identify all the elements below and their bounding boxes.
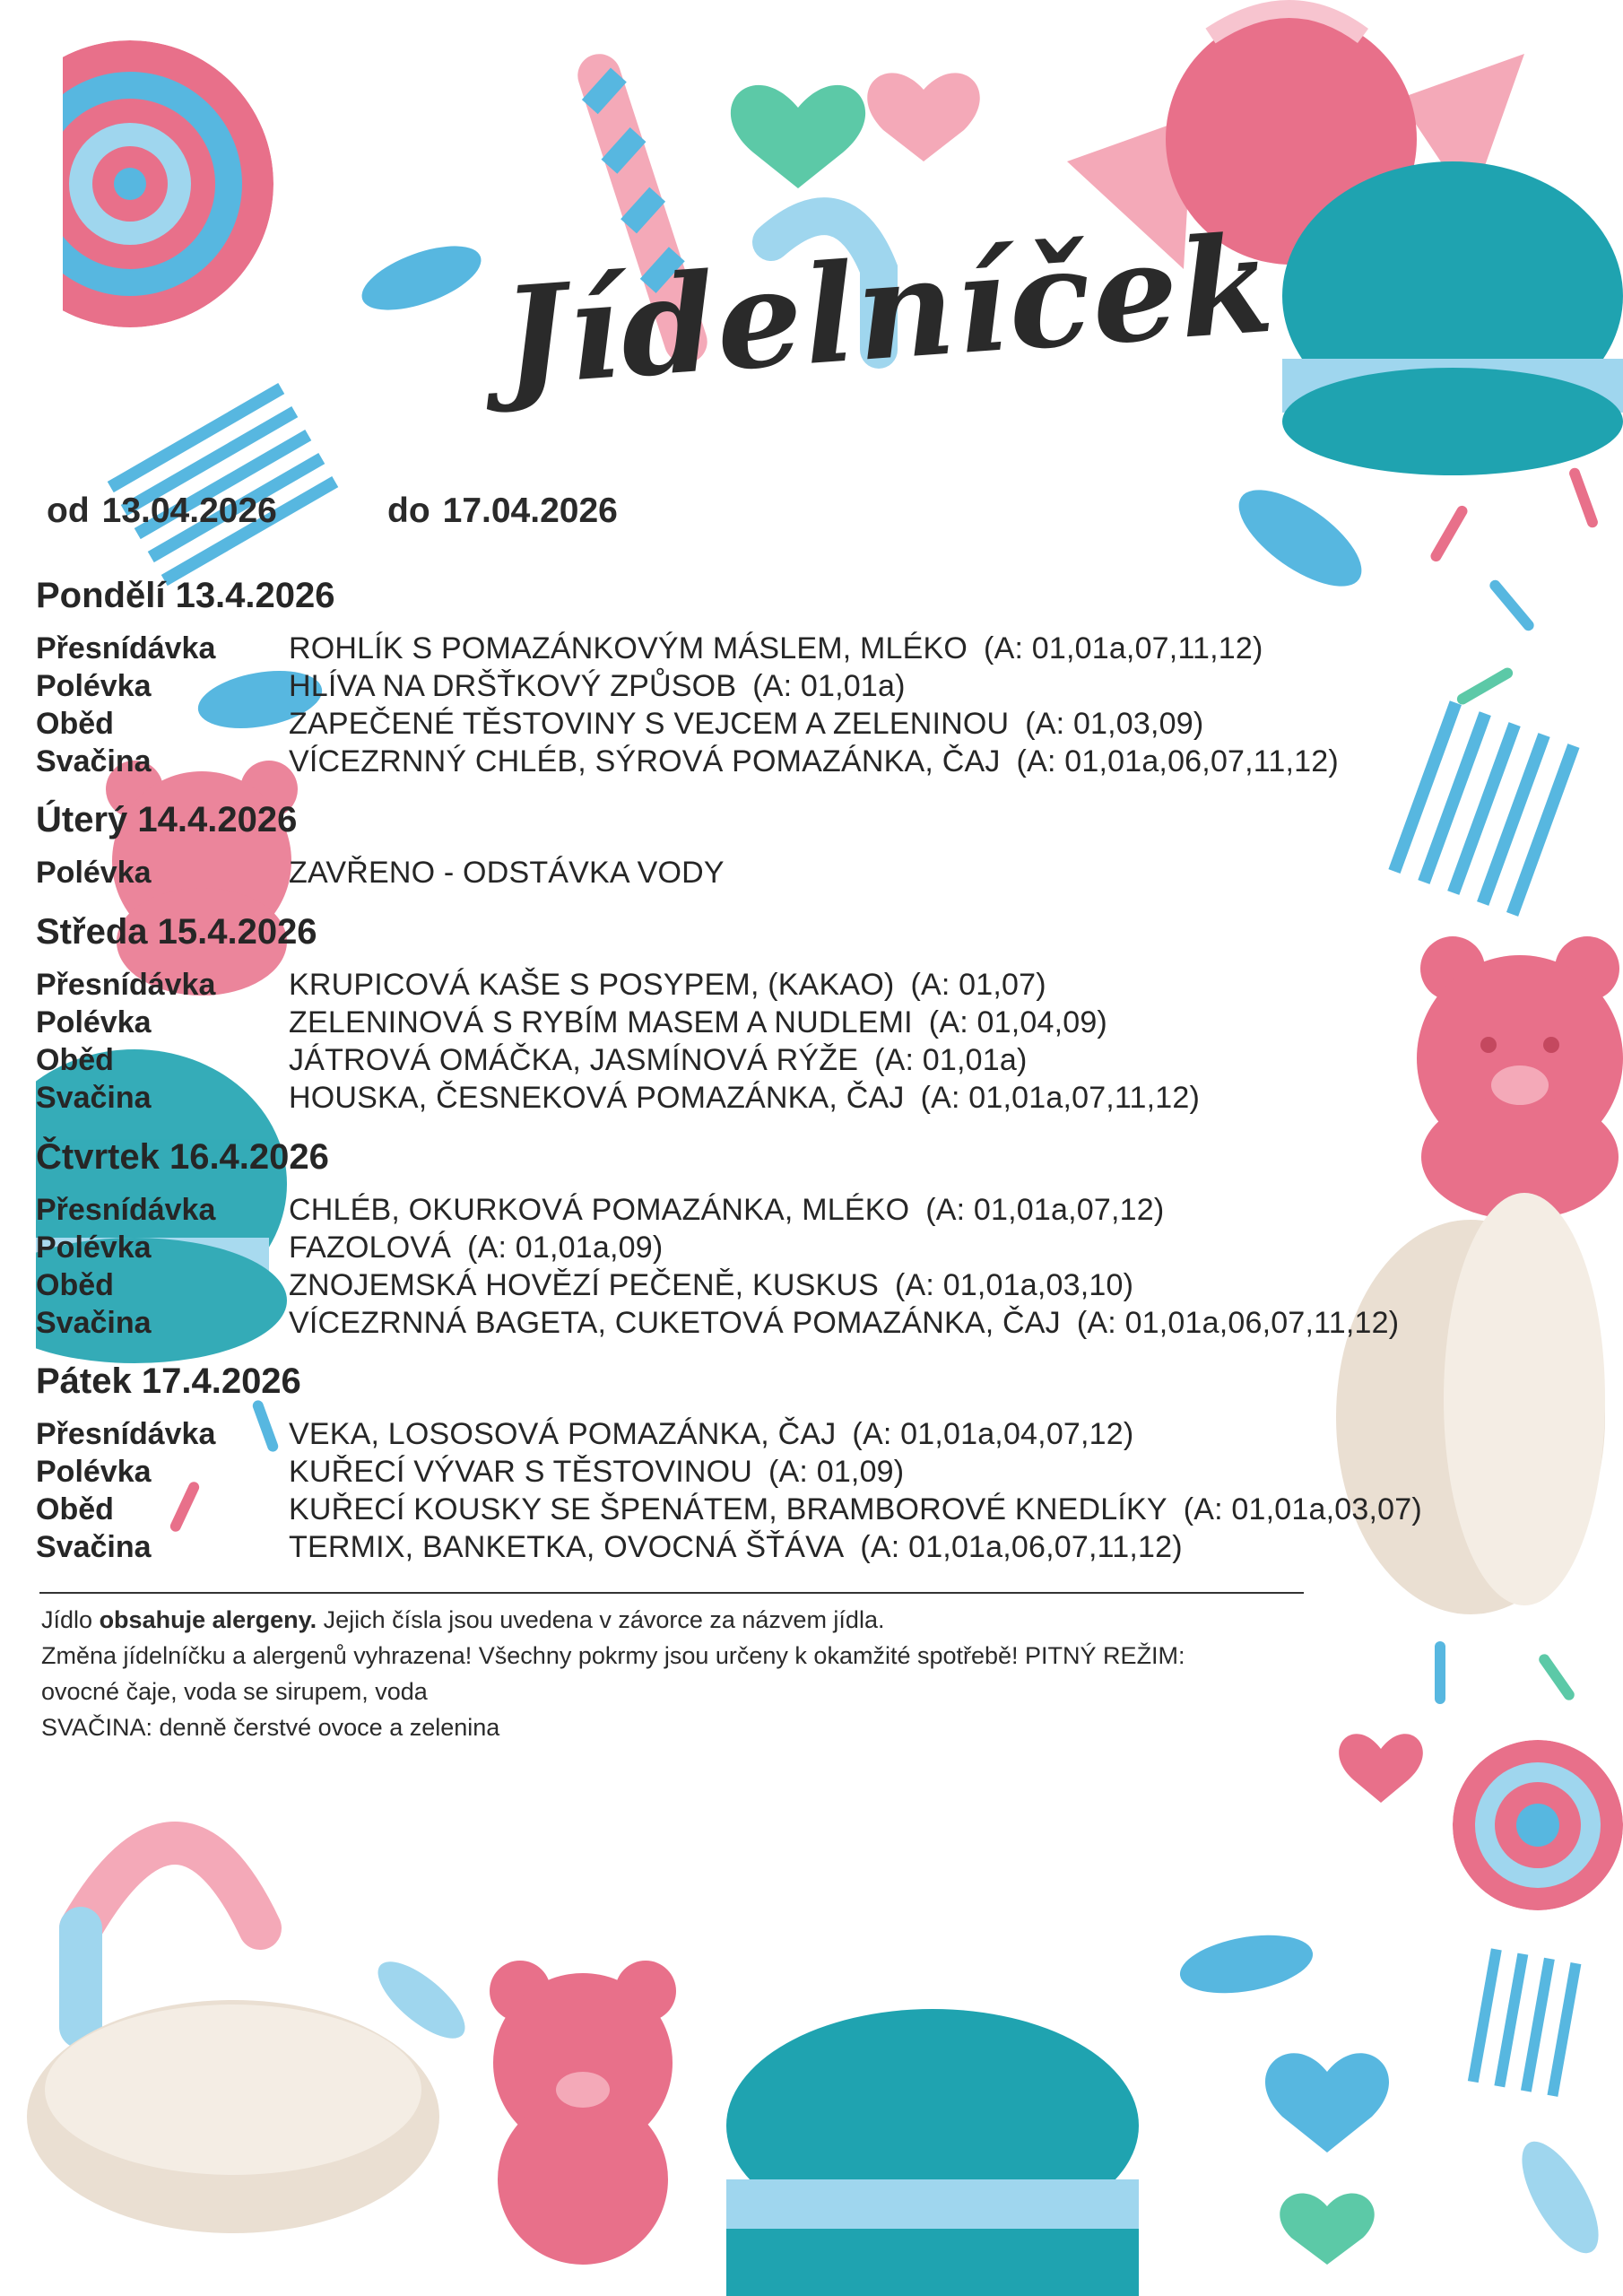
dish [289, 1079, 1200, 1117]
dish [289, 1004, 1107, 1041]
dish-name: VEKA, LOSOSOVÁ POMAZÁNKA, ČAJ [289, 1417, 837, 1451]
allergens: (A: 01,01a) [874, 1043, 1028, 1077]
dish [289, 1266, 1133, 1304]
note-line [41, 1602, 1350, 1638]
dish-name: TERMIX, BANKETKA, OVOCNÁ ŠŤÁVA [289, 1530, 845, 1564]
note-line: SVAČINA: denně čerstvé ovoce a zelenina [41, 1714, 500, 1741]
menu-row [36, 966, 1542, 1004]
dish [289, 1304, 1399, 1342]
dish-name: KUŘECÍ VÝVAR S TĚSTOVINOU [289, 1455, 753, 1489]
dish-name: ZNOJEMSKÁ HOVĚZÍ PEČENĚ, KUSKUS [289, 1268, 879, 1302]
menu-row [36, 1191, 1542, 1229]
dish-name: VÍCEZRNNÝ CHLÉB, SÝROVÁ POMAZÁNKA, ČAJ [289, 744, 1001, 778]
dish-name: ZELENINOVÁ S RYBÍM MASEM A NUDLEMI [289, 1005, 913, 1039]
allergens: (A: 01,04,09) [928, 1005, 1107, 1039]
allergens: (A: 01,01a,06,07,11,12) [1076, 1306, 1400, 1340]
menu-row [36, 1266, 1542, 1304]
allergens: (A: 01,01a,06,07,11,12) [1016, 744, 1339, 778]
menu-row [36, 743, 1542, 780]
meal-type: Svačina [36, 1081, 152, 1115]
menu-row [36, 1004, 1542, 1041]
allergens: (A: 01,01a,04,07,12) [852, 1417, 1134, 1451]
allergens: (A: 01,09) [768, 1455, 905, 1489]
meal-type: Oběd [36, 1268, 114, 1302]
meal-type: Oběd [36, 1043, 114, 1077]
allergens: (A: 01,01a,07,11,12) [984, 631, 1263, 665]
date-from-label: od [47, 491, 90, 530]
dish [289, 1528, 1183, 1566]
note-prefix: Jídlo [41, 1606, 93, 1633]
meal-type: Polévka [36, 1231, 152, 1265]
menu-row [36, 1041, 1542, 1079]
dish-name: ZAPEČENÉ TĚSTOVINY S VEJCEM A ZELENINOU [289, 707, 1010, 741]
dish-name: VÍCEZRNNÁ BAGETA, CUKETOVÁ POMAZÁNKA, ČAJ [289, 1306, 1061, 1340]
allergens: (A: 01,03,09) [1025, 707, 1204, 741]
day-title: Pátek 17.4.2026 [36, 1361, 301, 1401]
allergens: (A: 01,07) [910, 968, 1046, 1002]
dish [289, 1491, 1422, 1528]
menu-row [36, 1304, 1542, 1342]
note-bold: obsahuje alergeny. [99, 1606, 317, 1633]
dish [289, 1191, 1164, 1229]
menu-row [36, 667, 1542, 705]
date-to [387, 491, 618, 531]
day-section-tuesday [36, 798, 1542, 891]
date-to-label: do [387, 491, 430, 530]
dish-name: ZAVŘENO - ODSTÁVKA VODY [289, 856, 725, 890]
menu-row [36, 1491, 1542, 1528]
dish-name: HLÍVA NA DRŠŤKOVÝ ZPŮSOB [289, 669, 737, 703]
page-title: Jídelníček [497, 204, 1280, 417]
menu-row [36, 1528, 1542, 1566]
menu-row [36, 1229, 1542, 1266]
day-section-thursday [36, 1135, 1542, 1342]
note-line: ovocné čaje, voda se sirupem, voda [41, 1678, 428, 1705]
meal-type: Přesnídávka [36, 1417, 216, 1451]
meal-type: Přesnídávka [36, 1193, 216, 1227]
day-title: Pondělí 13.4.2026 [36, 576, 335, 615]
dish-name: FAZOLOVÁ [289, 1231, 452, 1265]
meal-type: Polévka [36, 669, 152, 703]
dish-name: CHLÉB, OKURKOVÁ POMAZÁNKA, MLÉKO [289, 1193, 910, 1227]
menu-row [36, 1079, 1542, 1117]
dish [289, 667, 906, 705]
dish [289, 966, 1046, 1004]
meal-type: Polévka [36, 856, 152, 890]
dish [289, 854, 741, 891]
day-title: Středa 15.4.2026 [36, 912, 317, 952]
dish [289, 743, 1339, 780]
dish-name: KUŘECÍ KOUSKY SE ŠPENÁTEM, BRAMBOROVÉ KNEDLÍKY [289, 1492, 1167, 1526]
note-rest: Jejich čísla jsou uvedena v závorce za názvem jídla. [323, 1606, 885, 1633]
dish [289, 1453, 904, 1491]
allergens: (A: 01,01a) [752, 669, 906, 703]
meal-type: Přesnídávka [36, 968, 216, 1002]
footer-notes [41, 1602, 1350, 1745]
dish [289, 1041, 1028, 1079]
date-from [47, 491, 277, 531]
meal-type: Svačina [36, 744, 152, 778]
day-title: Úterý 14.4.2026 [36, 800, 298, 839]
meal-type: Svačina [36, 1306, 152, 1340]
meal-type: Oběd [36, 707, 114, 741]
dish [289, 1415, 1133, 1453]
allergens: (A: 01,01a,07,12) [925, 1193, 1165, 1227]
dish [289, 1229, 663, 1266]
meal-type: Oběd [36, 1492, 114, 1526]
divider [39, 1592, 1304, 1594]
day-section-friday [36, 1360, 1542, 1566]
menu-row [36, 1415, 1542, 1453]
date-from-value: 13.04.2026 [101, 491, 277, 530]
dish [289, 630, 1263, 667]
menu-row [36, 1453, 1542, 1491]
dish-name: HOUSKA, ČESNEKOVÁ POMAZÁNKA, ČAJ [289, 1081, 905, 1115]
meal-type: Přesnídávka [36, 631, 216, 665]
dish [289, 705, 1203, 743]
dish-name: KRUPICOVÁ KAŠE S POSYPEM, (KAKAO) [289, 968, 895, 1002]
dish-name: ROHLÍK S POMAZÁNKOVÝM MÁSLEM, MLÉKO [289, 631, 968, 665]
day-section-monday [36, 574, 1542, 780]
date-to-value: 17.04.2026 [442, 491, 618, 530]
menu-row [36, 630, 1542, 667]
menu-row [36, 854, 1542, 891]
allergens: (A: 01,01a,03,07) [1183, 1492, 1422, 1526]
allergens: (A: 01,01a,06,07,11,12) [860, 1530, 1183, 1564]
allergens: (A: 01,01a,09) [467, 1231, 664, 1265]
menu-row [36, 705, 1542, 743]
allergens: (A: 01,01a,03,10) [895, 1268, 1134, 1302]
dish-name: JÁTROVÁ OMÁČKA, JASMÍNOVÁ RÝŽE [289, 1043, 859, 1077]
meal-type: Svačina [36, 1530, 152, 1564]
allergens: (A: 01,01a,07,11,12) [920, 1081, 1201, 1115]
day-section-wednesday [36, 910, 1542, 1117]
meal-type: Polévka [36, 1455, 152, 1489]
meal-type: Polévka [36, 1005, 152, 1039]
note-line: Změna jídelníčku a alergenů vyhrazena! Všechny pokrmy jsou určeny k okamžité spotřebě! PITNÝ REŽIM: [41, 1642, 1185, 1669]
day-title: Čtvrtek 16.4.2026 [36, 1137, 329, 1177]
